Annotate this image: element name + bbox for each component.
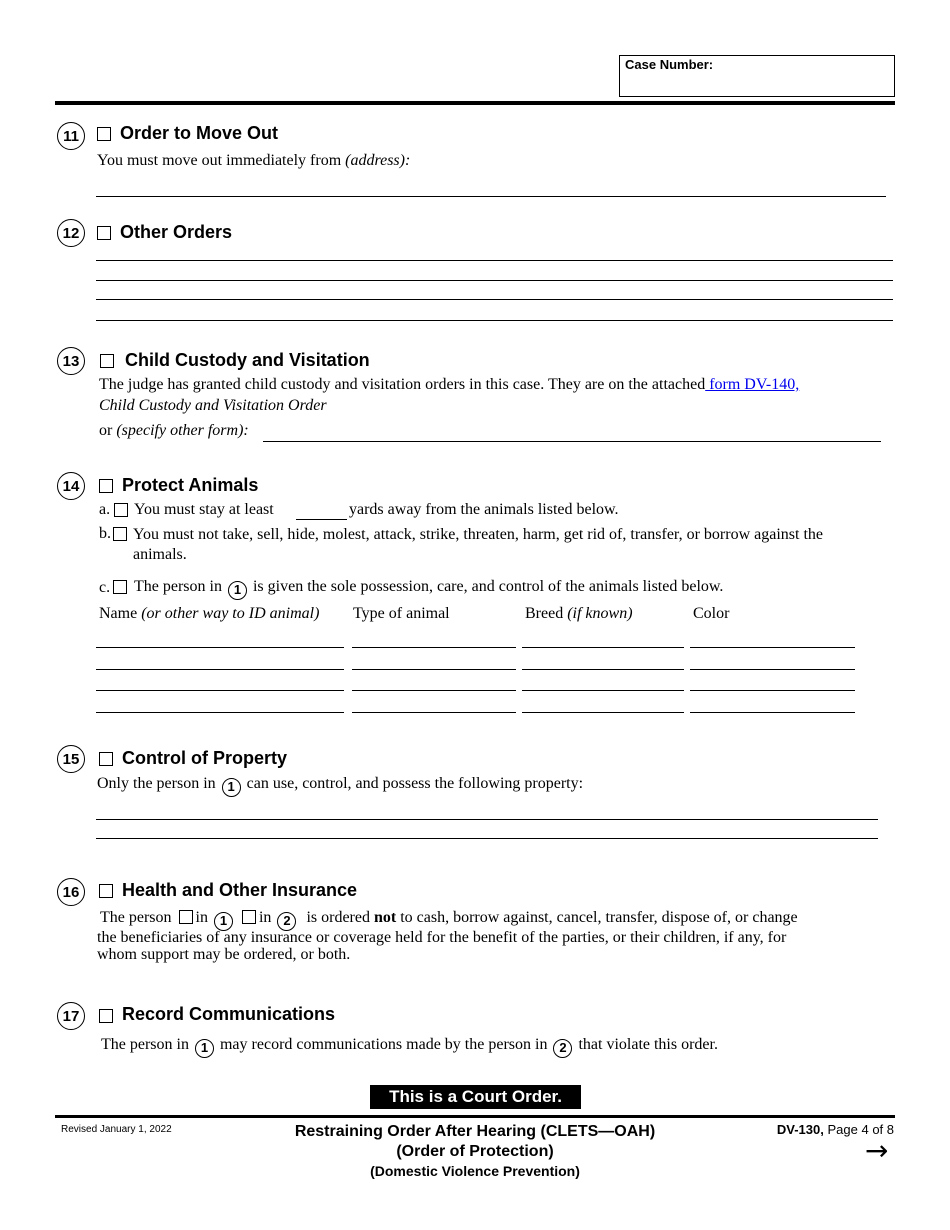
insurance-person-1-checkbox[interactable]: [179, 910, 193, 924]
address-hint: (address):: [345, 152, 411, 169]
footer-rule: [55, 1115, 895, 1118]
animal-1-type-field[interactable]: [352, 647, 516, 648]
or-text: or: [99, 422, 113, 439]
specify-other-form-hint: (specify other form):: [116, 422, 249, 439]
insurance-not-text: not: [373, 909, 397, 926]
section-16-number: 16: [57, 878, 85, 906]
property-line-2[interactable]: [96, 838, 878, 839]
col-breed-hint: (if known): [567, 605, 633, 622]
insurance-in-2: in: [258, 909, 272, 926]
record-text-2: may record communications made by the person in: [219, 1036, 548, 1053]
other-form-field[interactable]: [263, 441, 881, 442]
item-b-text-1: You must not take, sell, hide, molest, attack, strike, threaten, harm, get rid of, transfer, or borrow against the: [133, 526, 824, 543]
item-b-letter: b.: [99, 525, 111, 542]
section-12-number: 12: [57, 219, 85, 247]
item-a-text-1: You must stay at least: [134, 501, 274, 518]
section-11-number: 11: [57, 122, 85, 150]
col-header-type: Type of animal: [353, 605, 450, 622]
animal-4-color-field[interactable]: [690, 712, 855, 713]
animal-3-color-field[interactable]: [690, 690, 855, 691]
item-a-letter: a.: [99, 501, 111, 518]
animal-3-breed-field[interactable]: [522, 690, 684, 691]
section-14-title: Protect Animals: [122, 475, 259, 495]
footer-title-3: (Domestic Violence Prevention): [370, 1163, 580, 1179]
insurance-person-2-checkbox[interactable]: [242, 910, 256, 924]
animal-4-breed-field[interactable]: [522, 712, 684, 713]
animal-1-breed-field[interactable]: [522, 647, 684, 648]
col-header-color: Color: [693, 605, 730, 622]
item-c-ref: 1: [228, 581, 247, 600]
animals-item-a: [99, 500, 110, 520]
animal-1-color-field[interactable]: [690, 647, 855, 648]
section-15-number: 15: [57, 745, 85, 773]
animals-item-c-checkbox[interactable]: [113, 580, 127, 594]
property-line-1[interactable]: [96, 819, 878, 820]
insurance-ref-1: 1: [214, 912, 233, 931]
property-text-2: can use, control, and possess the following property:: [246, 775, 584, 792]
address-field[interactable]: [96, 196, 886, 197]
move-out-text: You must move out immediately from: [97, 152, 342, 169]
animal-2-name-field[interactable]: [96, 669, 344, 670]
other-orders-line-2[interactable]: [96, 280, 893, 281]
animals-item-b-checkbox[interactable]: [113, 527, 127, 541]
insurance-ref-2: 2: [277, 912, 296, 931]
section-11-text: [97, 151, 410, 171]
header-rule: [55, 101, 895, 105]
property-ref: 1: [222, 778, 241, 797]
item-c-text: [134, 577, 723, 600]
section-11-title: Order to Move Out: [120, 123, 279, 143]
other-orders-line-3[interactable]: [96, 299, 893, 300]
court-order-banner: This is a Court Order.: [370, 1085, 581, 1109]
section-16-line-2: the beneficiaries of any insurance or coverage held for the benefit of the parties, or their children, if any, for: [97, 929, 787, 946]
record-text-3: that violate this order.: [578, 1036, 718, 1053]
section-13-text: [99, 375, 799, 395]
footer-title-1: Restraining Order After Hearing (CLETS—OAH): [294, 1123, 656, 1140]
section-12-title: Other Orders: [120, 222, 233, 242]
footer-title-2: (Order of Protection): [396, 1143, 554, 1160]
col-name-hint: (or other way to ID animal): [141, 605, 320, 622]
section-12-checkbox[interactable]: [97, 226, 111, 240]
section-17-number: 17: [57, 1002, 85, 1030]
other-form-label: [99, 421, 249, 441]
record-text-1: The person in: [101, 1036, 189, 1053]
col-breed-label: Breed: [525, 605, 564, 622]
other-orders-line-1[interactable]: [96, 260, 893, 261]
form-id: DV-130,: [776, 1122, 824, 1137]
custody-order-title: Child Custody and Visitation Order: [99, 397, 327, 414]
animal-4-name-field[interactable]: [96, 712, 344, 713]
section-13-checkbox[interactable]: [100, 354, 114, 368]
insurance-ordered-text: is ordered: [306, 909, 370, 926]
section-11-checkbox[interactable]: [97, 127, 111, 141]
section-17-title: Record Communications: [122, 1004, 336, 1024]
revised-date: Revised January 1, 2022: [61, 1124, 172, 1135]
col-header-breed: [525, 604, 633, 624]
animals-item-a-checkbox[interactable]: [114, 503, 128, 517]
section-15-checkbox[interactable]: [99, 752, 113, 766]
insurance-rest-text: to cash, borrow against, cancel, transfer, dispose of, or change: [400, 909, 798, 926]
insurance-in-1: in: [195, 909, 208, 926]
case-number-label: Case Number:: [625, 57, 714, 72]
other-orders-line-4[interactable]: [96, 320, 893, 321]
custody-text: The judge has granted child custody and visitation orders in this case. They are on the attached: [99, 376, 706, 393]
item-c-text-2: is given the sole possession, care, and control of the animals listed below.: [252, 578, 724, 595]
next-page-arrow-icon[interactable]: →: [865, 1134, 889, 1167]
record-ref-1: 1: [195, 1039, 214, 1058]
item-a-text-2: yards away from the animals listed below.: [349, 501, 619, 518]
animal-3-type-field[interactable]: [352, 690, 516, 691]
case-number-box[interactable]: [619, 55, 895, 97]
item-c-letter: c.: [99, 579, 111, 596]
form-dv140-link[interactable]: form DV-140,: [705, 376, 800, 393]
animal-2-type-field[interactable]: [352, 669, 516, 670]
section-16-line-3: whom support may be ordered, or both.: [97, 946, 351, 963]
property-text-1: Only the person in: [97, 775, 216, 792]
animal-2-breed-field[interactable]: [522, 669, 684, 670]
section-14-checkbox[interactable]: [99, 479, 113, 493]
section-17-checkbox[interactable]: [99, 1009, 113, 1023]
insurance-person-text: The person: [100, 909, 172, 926]
animal-3-name-field[interactable]: [96, 690, 344, 691]
section-13-number: 13: [57, 347, 85, 375]
animal-1-name-field[interactable]: [96, 647, 344, 648]
record-ref-2: 2: [553, 1039, 572, 1058]
custody-order-name: [99, 396, 327, 416]
col-name-label: Name: [99, 605, 138, 622]
section-15-title: Control of Property: [122, 748, 287, 768]
col-header-name: [99, 604, 319, 624]
item-b-text-2: animals.: [133, 546, 187, 563]
section-16-checkbox[interactable]: [99, 884, 113, 898]
yards-field[interactable]: [296, 519, 347, 520]
section-16-title: Health and Other Insurance: [122, 880, 358, 900]
section-14-number: 14: [57, 472, 85, 500]
section-17-text: [101, 1035, 718, 1058]
page-number: Page 4 of 8: [827, 1122, 894, 1137]
item-c-text-1: The person in: [134, 578, 222, 595]
animal-2-color-field[interactable]: [690, 669, 855, 670]
animal-4-type-field[interactable]: [352, 712, 516, 713]
section-13-title: Child Custody and Visitation: [125, 350, 370, 370]
section-15-text: [97, 774, 583, 797]
